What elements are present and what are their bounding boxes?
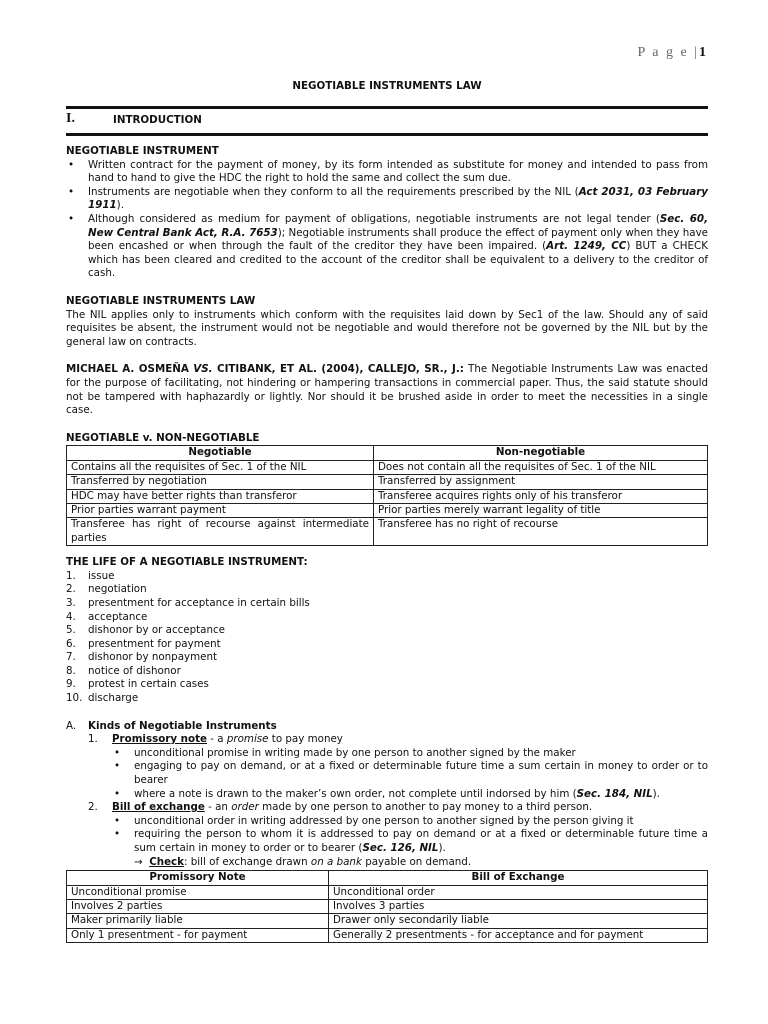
- table-header-row: [67, 871, 708, 885]
- table-cell: Transferee acquires rights only of his transferor: [374, 489, 708, 503]
- list-item: 2. negotiation: [66, 583, 147, 596]
- document-body: [66, 145, 708, 943]
- table-row: [67, 885, 708, 899]
- table-cell: Maker primarily liable: [67, 914, 329, 928]
- ni-heading: NEGOTIABLE INSTRUMENT: [66, 145, 219, 157]
- list-item: 6. presentment for payment: [66, 637, 221, 650]
- section-label: INTRODUCTION: [113, 114, 202, 126]
- table-cell: Does not contain all the requisites of Sec. 1 of the NIL: [374, 460, 708, 474]
- document-title: NEGOTIABLE INSTRUMENTS LAW: [292, 80, 482, 92]
- life-list: [66, 570, 708, 706]
- table-cell: Unconditional promise: [67, 885, 329, 899]
- table-row: [67, 914, 708, 928]
- pn-bullet: • unconditional promise in writing made by one person to another signed by the maker: [66, 747, 708, 761]
- section-number: I.: [66, 111, 75, 126]
- page-number-prefix: P a g e |: [637, 45, 699, 60]
- arrow-icon: →: [134, 855, 143, 868]
- table-cell: Unconditional order: [329, 885, 708, 899]
- pn-bullet: • engaging to pay on demand, or at a fixed or determinable future time a sum certain in money to order or to bearer: [66, 760, 708, 787]
- negotiable-comparison-table: [66, 445, 708, 546]
- list-item: 1. issue: [66, 569, 115, 582]
- bill-of-exchange-item: 2. Bill of exchange - an order made by one person to another to pay money to a third person.: [88, 801, 593, 814]
- ni-bullets: [66, 159, 708, 281]
- table-cell: Involves 2 parties: [67, 900, 329, 914]
- promissory-note-item: 1. Promissory note - a promise to pay money: [88, 733, 343, 746]
- table-cell: Prior parties warrant payment: [67, 503, 374, 517]
- table-row: [67, 518, 708, 546]
- table-header-cell: Bill of Exchange: [329, 871, 708, 885]
- check-definition: → Check: bill of exchange drawn on a bank payable on demand.: [134, 855, 472, 868]
- table-cell: Only 1 presentment - for payment: [67, 928, 329, 942]
- case-paragraph: MICHAEL A. OSMEÑA VS. CITIBANK, ET AL. (2004), CALLEJO, SR., J.: The Negotiable Instruments Law was enacted for the purpose of facilitating, not hindering or hampering transactions in commercial paper. Thus, the said statute should not be tampered with haphazardly or lightly. Nor should it be brushed aside in order to meet the necessities in a single case.: [66, 363, 708, 417]
- be-bullet: • requiring the person to whom it is addressed to pay on demand or at a fixed or determinable future time a sum certain in money to order or to bearer (Sec. 126, NIL).: [66, 828, 708, 855]
- list-item: 10. discharge: [66, 692, 139, 705]
- table-cell: Involves 3 parties: [329, 900, 708, 914]
- table-row: [67, 460, 708, 474]
- table-cell: Transferee has right of recourse against intermediate parties: [67, 518, 374, 546]
- table-cell: Transferred by negotiation: [67, 475, 374, 489]
- table-header-row: [67, 446, 708, 460]
- table-cell: Generally 2 presentments - for acceptance and for payment: [329, 928, 708, 942]
- table-cell: Contains all the requisites of Sec. 1 of the NIL: [67, 460, 374, 474]
- table-header-cell: Non-negotiable: [374, 446, 708, 460]
- table-row: [67, 475, 708, 489]
- table-row: [67, 928, 708, 942]
- pn-bullet: • where a note is drawn to the maker’s own order, not complete until indorsed by him (Sec. 184, NIL).: [66, 788, 708, 802]
- table-row: [67, 503, 708, 517]
- table-cell: Transferred by assignment: [374, 475, 708, 489]
- kinds-heading: A. Kinds of Negotiable Instruments: [66, 719, 277, 732]
- promissory-note-bullets: [66, 747, 708, 801]
- table-row: [67, 489, 708, 503]
- nil-paragraph: The NIL applies only to instruments which conform with the requisites laid down by Sec1 of the law. Should any of said requisites be absent, the instrument would not be negotiable and would therefore not be governed by the NIL but by the general law on contracts.: [66, 308, 708, 348]
- list-item: 4. acceptance: [66, 610, 148, 623]
- table1-heading: NEGOTIABLE v. NON-NEGOTIABLE: [66, 431, 260, 444]
- ni-bullet: • Although considered as medium for payment of obligations, negotiable instruments are not legal tender (Sec. 60, New Central Bank Act, R.A. 7653); Negotiable instruments shall produce the effect of payment only when they have been encashed or when through the fault of the creditor they have been impaired. (Art. 1249, CC) BUT a CHECK which has been cleared and credited to the account of the creditor shall be equivalent to a delivery to the creditor of cash.: [66, 213, 708, 281]
- table-cell: HDC may have better rights than transferor: [67, 489, 374, 503]
- list-item: 3. presentment for acceptance in certain bills: [66, 596, 310, 609]
- page-number: [638, 46, 709, 60]
- list-item: 8. notice of dishonor: [66, 664, 181, 677]
- table-header-cell: Promissory Note: [67, 871, 329, 885]
- note-vs-bill-table: [66, 870, 708, 943]
- section-header: [66, 106, 708, 136]
- table-row: [67, 900, 708, 914]
- be-bullet: • unconditional order in writing addressed by one person to another signed by the person giving it: [66, 815, 708, 829]
- life-heading: THE LIFE OF A NEGOTIABLE INSTRUMENT:: [66, 556, 308, 569]
- nil-heading: NEGOTIABLE INSTRUMENTS LAW: [66, 294, 256, 307]
- ni-bullet: • Instruments are negotiable when they conform to all the requirements prescribed by the NIL (Act 2031, 03 February 1911).: [66, 186, 708, 213]
- bill-of-exchange-bullets: [66, 815, 708, 856]
- table-cell: Drawer only secondarily liable: [329, 914, 708, 928]
- list-item: 9. protest in certain cases: [66, 678, 209, 691]
- ni-bullet: • Written contract for the payment of money, by its form intended as substitute for money and intended to pass from hand to hand to give the HDC the right to hold the same and collect the sum due.: [66, 159, 708, 186]
- table-cell: Transferee has no right of recourse: [374, 518, 708, 546]
- table-cell: Prior parties merely warrant legality of title: [374, 503, 708, 517]
- list-item: 5. dishonor by or acceptance: [66, 624, 226, 637]
- list-item: 7. dishonor by nonpayment: [66, 651, 218, 664]
- table-header-cell: Negotiable: [67, 446, 374, 460]
- page-number-value: 1: [699, 45, 708, 60]
- kinds-section: [66, 720, 708, 870]
